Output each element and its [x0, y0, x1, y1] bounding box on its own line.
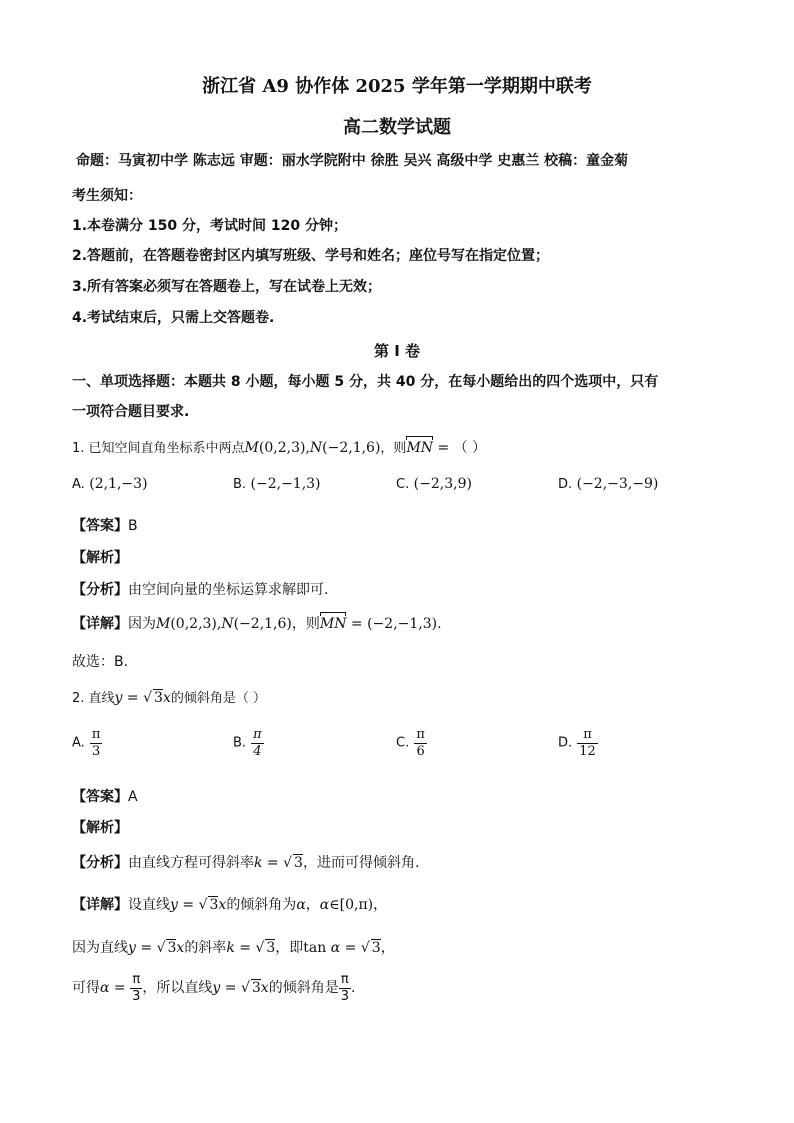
detail-tag: 【详解】 — [72, 616, 128, 632]
var-x: x — [176, 940, 185, 956]
fraction-numerator: π — [132, 972, 141, 987]
var-x: x — [218, 897, 227, 913]
radicand: 3 — [167, 940, 177, 956]
detail-mid: 的倾斜角为 — [226, 897, 297, 913]
interval: [0,π)， — [339, 897, 388, 913]
q2-detail-line2: 因为直线y = √ 3x的斜率k = √ 3，即tan α = √ 3， — [72, 940, 395, 956]
option-label: B. — [233, 477, 247, 492]
vector-mn: MN — [406, 440, 434, 456]
option-label: A. — [72, 477, 85, 492]
option-fraction — [577, 728, 598, 758]
detail-suffix: 的倾斜角是 — [268, 980, 339, 997]
sqrt-icon: √ — [198, 897, 208, 913]
q2-stem — [72, 687, 266, 706]
q1-option-d — [558, 476, 658, 492]
q1-detail: 【详解】因为M(0,2,3),N(−2,1,6)，则MN = (−2,−1,3). — [72, 616, 442, 632]
detail-then: ，即 — [275, 940, 304, 956]
q2-option-c — [396, 728, 427, 758]
radicand: 3 — [209, 897, 219, 913]
answer-value: A — [128, 789, 138, 805]
var-k: k — [226, 940, 235, 956]
notice-item: 4.考试结束后，只需上交答题卷. — [72, 310, 275, 326]
equals: = — [122, 690, 144, 706]
tan-fn: tan — [303, 940, 327, 956]
fraction-denominator: 12 — [579, 743, 596, 759]
detail-prefix: 因为 — [128, 616, 156, 632]
q2-fenxi — [72, 852, 419, 872]
fenxi-text: 由空间向量的坐标运算求解即可. — [128, 582, 329, 598]
equals: = — [220, 980, 241, 997]
radicand: 3 — [266, 940, 276, 956]
option-value: (2,1,−3) — [89, 476, 148, 492]
q2-stem-prefix: 2. 直线 — [72, 691, 115, 706]
option-fraction — [90, 728, 103, 758]
q1-answer — [72, 515, 138, 535]
q1-fenxi — [72, 579, 328, 599]
element-of: ∈ — [329, 897, 340, 913]
fraction-denominator: 6 — [416, 743, 425, 759]
answer-tag: 【答案】 — [72, 518, 128, 534]
q2-option-a — [72, 728, 102, 758]
section-heading-line2: 一项符合题目要求. — [72, 404, 190, 420]
notice-item: 2.答题前，在答题卷密封区内填写班级、学号和姓名；座位号写在指定位置； — [72, 248, 550, 264]
fraction-numerator: π — [253, 727, 262, 742]
radicand: 3 — [294, 855, 303, 871]
radicand: 3 — [371, 940, 381, 956]
option-value: (−2,−1,3) — [250, 476, 321, 492]
fraction-numerator: π — [340, 972, 349, 987]
exam-subtitle: 高二数学试题 — [343, 117, 451, 138]
option-fraction — [251, 728, 264, 758]
point-n: N — [309, 440, 323, 456]
fenxi-suffix: ，进而可得倾斜角. — [302, 855, 420, 871]
var-y: y — [212, 980, 221, 997]
q2-detail-line1: 【详解】设直线y = √ 3x的倾斜角为α，α∈[0,π)， — [72, 897, 388, 913]
var-y: y — [128, 940, 136, 956]
q2-analysis-tag: 【解析】 — [72, 820, 128, 836]
q1-conclusion: 故选：B. — [72, 654, 129, 670]
answer-tag: 【答案】 — [72, 789, 128, 805]
q2-option-d — [558, 728, 598, 758]
var-alpha: α — [330, 940, 341, 956]
var-alpha: α — [296, 897, 306, 913]
q1-option-b — [233, 476, 321, 492]
point-m: M — [244, 440, 259, 456]
option-label: A. — [72, 735, 85, 751]
var-alpha: α — [319, 897, 330, 913]
q2-stem-suffix: 的倾斜角是（ ） — [170, 691, 266, 706]
radicand: 3 — [251, 980, 261, 997]
fenxi-tag: 【分析】 — [72, 855, 128, 871]
var-k: k — [254, 855, 263, 871]
fraction-numerator: π — [416, 727, 425, 742]
equals: = — [135, 940, 157, 956]
sqrt-icon: √ — [156, 940, 166, 956]
q2-answer — [72, 786, 138, 806]
volume-heading: 第 I 卷 — [373, 342, 421, 360]
option-value: (−2,3,9) — [413, 476, 472, 492]
sqrt-icon: √ — [360, 940, 370, 956]
sqrt-icon: √ — [255, 940, 265, 956]
q1-option-a — [72, 476, 148, 492]
option-fraction — [414, 728, 427, 758]
detail-prefix: 可得 — [72, 980, 100, 997]
option-value: (−2,−3,−9) — [576, 476, 659, 492]
sqrt-icon: √ — [283, 855, 293, 871]
q1-stem-prefix: 1. 已知空间直角坐标系中两点 — [72, 441, 245, 456]
detail-end: . — [350, 980, 356, 997]
section-heading-line1: 一、单项选择题：本题共 8 小题，每小题 5 分，共 40 分，在每小题给出的四个选项中，只有 — [72, 374, 659, 390]
equals: = — [109, 980, 131, 997]
fraction-pi-3 — [130, 973, 142, 1003]
notice-item: 1.本卷满分 150 分，考试时间 120 分钟； — [72, 218, 348, 234]
var-y: y — [170, 897, 178, 913]
q1-blank: = （ ） — [433, 440, 487, 456]
answer-value: B — [128, 518, 138, 534]
fraction-pi-3 — [339, 973, 351, 1003]
detail-tag: 【详解】 — [72, 897, 128, 913]
point-n: N — [221, 616, 234, 632]
q2-detail-line3 — [72, 973, 355, 1003]
q1-then: ，则 — [380, 441, 407, 456]
var-y: y — [114, 690, 123, 706]
detail-then: ，则 — [291, 616, 320, 632]
detail-mid: 的斜率 — [184, 940, 227, 956]
equals: = — [262, 855, 284, 871]
point-n-coords: (−2,1,6) — [322, 440, 381, 456]
var-x: x — [162, 690, 171, 706]
notice-heading: 考生须知： — [72, 188, 142, 204]
fraction-denominator: 4 — [253, 743, 262, 759]
point-m-coords: (0,2,3) — [258, 440, 306, 456]
detail-prefix: 设直线 — [128, 897, 170, 913]
detail-prefix: 因为直线 — [72, 940, 128, 956]
sqrt-icon: √ — [240, 980, 250, 997]
q1-analysis-tag: 【解析】 — [72, 550, 128, 566]
q1-stem: 1. 已知空间直角坐标系中两点M(0,2,3),N(−2,1,6)，则MN = （ ） — [72, 440, 487, 456]
option-label: B. — [233, 735, 247, 751]
notice-item: 3.所有答案必须写在答题卷上，写在试卷上无效； — [72, 279, 382, 295]
equals: = — [234, 940, 256, 956]
exam-title: 浙江省 A9 协作体 2025 学年第一学期期中联考 — [202, 76, 592, 97]
authors-line: 命题：马寅初中学 陈志远 审题：丽水学院附中 徐胜 吴兴 高级中学 史惠兰 校稿：童金菊 — [76, 153, 629, 169]
point-n-coords: (−2,1,6) — [233, 616, 292, 632]
var-x: x — [260, 980, 269, 997]
q2-option-b — [233, 728, 264, 758]
option-label: C. — [396, 477, 410, 492]
fraction-numerator: π — [583, 727, 592, 742]
vector-mn: MN — [319, 616, 347, 632]
fraction-numerator: π — [91, 727, 101, 742]
radicand: 3 — [154, 690, 163, 706]
option-label: C. — [396, 735, 410, 751]
equals: = — [340, 940, 361, 956]
fraction-denominator: 3 — [132, 988, 141, 1004]
option-label: D. — [558, 735, 573, 751]
fraction-denominator: 3 — [92, 743, 101, 759]
fenxi-prefix: 由直线方程可得斜率 — [128, 855, 254, 871]
equals: = — [177, 897, 199, 913]
fraction-denominator: 3 — [340, 988, 349, 1004]
point-m-coords: (0,2,3) — [170, 616, 217, 632]
detail-mid: ，所以直线 — [142, 980, 213, 997]
q1-option-c — [396, 476, 472, 492]
detail-result: = (−2,−1,3). — [346, 616, 442, 632]
point-m: M — [156, 616, 171, 632]
var-alpha: α — [100, 980, 110, 997]
option-label: D. — [558, 477, 573, 492]
fenxi-tag: 【分析】 — [72, 582, 128, 598]
sqrt-icon: √ — [143, 690, 153, 706]
